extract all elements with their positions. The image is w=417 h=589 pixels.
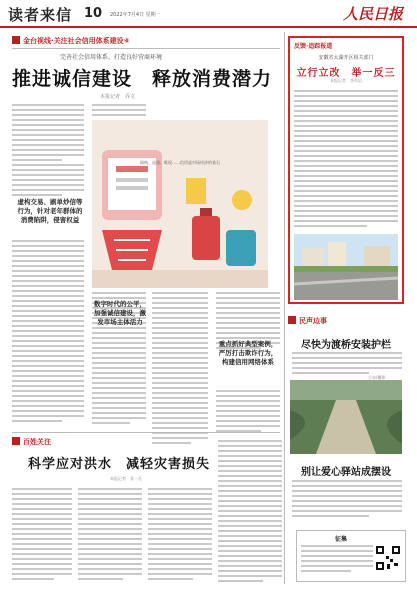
pull-quote-3: 重点抓好典型案例，严厉打击欺诈行为，构建信用网络体系 <box>218 340 278 366</box>
column-marker-icon <box>12 36 20 44</box>
bottom-body-col4 <box>218 440 282 585</box>
column-marker-icon <box>288 316 296 324</box>
bridge-headline: 尽快为渡桥安装护栏 <box>301 340 391 351</box>
article-body-col3 <box>152 292 208 447</box>
photo-credit: 小东/摄影 <box>368 375 386 380</box>
pull-quote-2: 数字时代的公平，加强诚信建设，激发市场主体活力 <box>94 300 146 326</box>
feedback-column-tag: 反馈·追踪报道 <box>294 43 333 50</box>
lower-right-column-tag: 民声边事 <box>288 316 327 326</box>
feedback-byline: 本报记者 李东岩 <box>330 78 362 83</box>
bridge-body <box>292 352 402 377</box>
station-body <box>292 480 402 520</box>
call-for-submissions-title: 征集 <box>335 536 348 543</box>
column-marker-icon <box>12 437 20 445</box>
bottom-body-col1 <box>12 488 72 583</box>
feedback-headline: 立行立改 举一反三 <box>296 68 396 79</box>
qr-code-icon <box>375 545 401 571</box>
issue-date: 2022年7月4日 星期一 <box>110 12 161 18</box>
main-headline: 推进诚信建设 释放消费潜力 <box>12 68 273 90</box>
page-number: 10 <box>84 6 103 21</box>
bridge-photo <box>290 380 402 454</box>
article-body-col1b <box>12 240 84 425</box>
divider <box>12 48 280 49</box>
section-title: 读者来信 <box>8 6 73 24</box>
article-body-col1 <box>12 104 84 199</box>
bottom-body-col2 <box>78 488 142 583</box>
bottom-byline: 本报记者 张一凡 <box>110 476 142 481</box>
illustration-caption: 网购、退货、维权……信用是市场经济的基石 <box>140 160 220 165</box>
main-column-tag: 金台视线·关注社会信用体系建设④ <box>12 36 130 46</box>
shopping-illustration <box>92 120 268 288</box>
call-for-submissions-box <box>296 530 406 582</box>
bottom-headline: 科学应对洪水 减轻灾害损失 <box>28 457 211 472</box>
divider <box>12 432 280 433</box>
road-photo <box>294 234 398 300</box>
call-for-submissions-body <box>301 545 373 575</box>
bottom-body-col3 <box>148 488 212 583</box>
article-body-col4b <box>216 390 280 435</box>
station-headline: 别让爱心驿站成摆设 <box>301 467 391 478</box>
feedback-kicker: 安徽省太湖开区相关部门 <box>318 55 374 61</box>
feedback-box <box>288 36 404 304</box>
page-header <box>0 0 417 28</box>
feedback-body <box>294 90 398 230</box>
bottom-column-tag: 百姓关注 <box>12 437 51 447</box>
main-subtitle: 完善社会信用体系，打造良好营商环境 <box>60 54 163 61</box>
newspaper-logo: 人民日报 <box>342 5 403 23</box>
column-divider <box>284 32 285 584</box>
main-byline: 本报记者 乔文 <box>100 94 136 100</box>
article-body-col2-top <box>92 104 146 119</box>
pull-quote-1: 虚构交易、刷单炒信等行为，针对老年群体的消费陷阱，侵害权益 <box>17 198 83 224</box>
